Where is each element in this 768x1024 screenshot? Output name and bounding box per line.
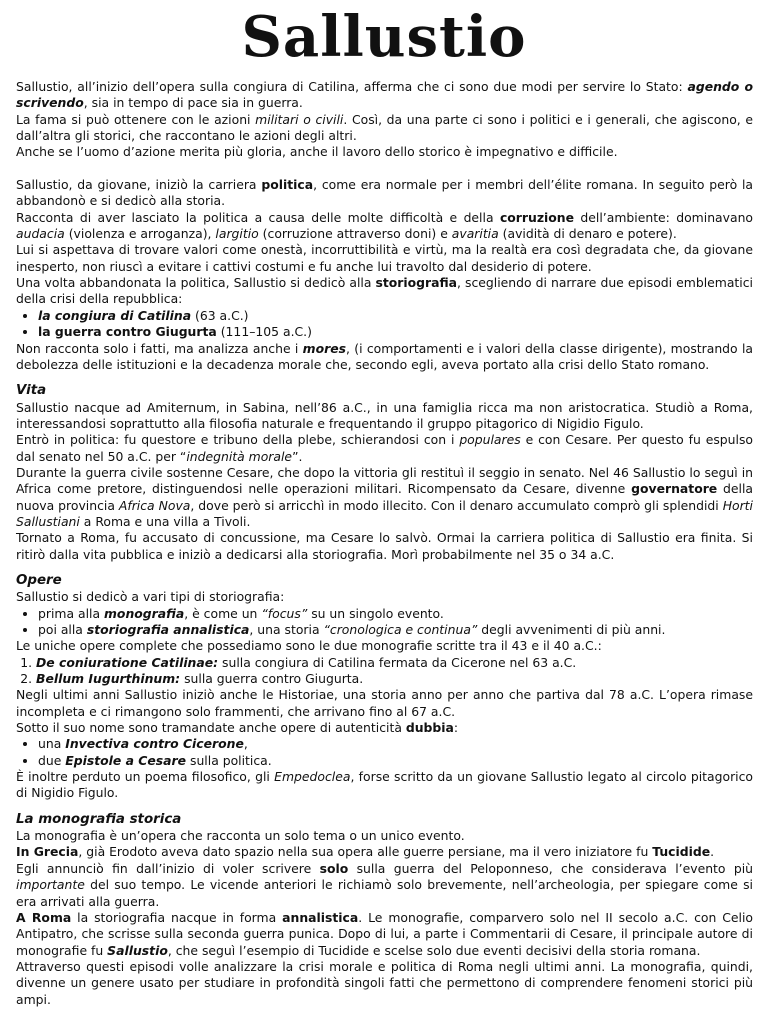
page-title: Sallustio [241, 4, 527, 70]
opere-paragraph-1: Sallustio si dedicò a vari tipi di storiografia: [16, 589, 285, 605]
opere-paragraph-5: È inoltre perduto un poema filosofico, gli Empedoclea, forse scritto da un giovane Sallustio legato al circolo pitagorico di Nigidio Figulo. [16, 769, 754, 801]
spacer [16, 161, 753, 177]
list-item: • poi alla storiografia annalistica, una storia “cronologica e continua” degli avvenimenti di più anni. [38, 622, 753, 638]
historiography-types-list [16, 606, 753, 639]
dubious-works-list [16, 736, 753, 769]
list-item: • prima alla monografia, è come un “focus” su un singolo evento. [38, 606, 753, 622]
monografia-paragraph-4: A Roma la storiografia nacque in forma annalistica. Le monografie, comparvero solo nel II secolo a.C. con Celio Antipatro, che scrisse sulla seconda guerra punica. Dopo di lui, a parte i Commentarii di Cesare, il principale autore di monografie fu Sallustio, che seguì l’esempio di Tucidide e scelse solo due eventi decisivi della storia romana. [16, 909, 754, 958]
monografia-paragraph-3: Egli annunciò fin dall’inizio di voler scrivere solo sulla guerra del Peloponneso, che considerava l’evento più importante del suo tempo. Le vicende anteriori le richiamò solo brevemente, nell’archeologia, per spiegare come si era arrivati alla guerra. [16, 860, 753, 909]
list-item: • la congiura di Catilina (63 a.C.) [38, 308, 753, 324]
list-item: • due Epistole a Cesare sulla politica. [38, 753, 753, 769]
intro-paragraph-4: Sallustio, da giovane, iniziò la carriera politica, come era normale per i membri dell’élite romana. In seguito però la abbandonò e si dedicò alla storia. [16, 177, 753, 209]
document-body [16, 79, 753, 1008]
opere-paragraph-3: Negli ultimi anni Sallustio iniziò anche le Historiae, una storia anno per anno che partiva dal 78 a.C. L’opera rimase incompleta e ci rimangono solo frammenti, che arrivano fino al 67 a.C. [16, 687, 753, 719]
opere-paragraph-2: Le uniche opere complete che possediamo sono le due monografie scritte tra il 43 e il 40 a.C.: [16, 638, 602, 654]
monografia-paragraph-5: Attraverso questi episodi volle analizzare la crisi morale e politica di Roma negli ultimi anni. La monografia, quindi, divenne un genere usato per studiare in profondità singoli fatti che permettono di comprendere fenomeni storici più ampi. [16, 958, 753, 1007]
intro-paragraph-1: Sallustio, all’inizio dell’opera sulla congiura di Catilina, afferma che ci sono due modi per servire lo Stato: agendo o scrivendo, sia in tempo di pace sia in guerra. [16, 79, 753, 111]
intro-paragraph-5: Racconta di aver lasciato la politica a causa delle molte difficoltà e della corruzione dell’ambiente: dominavano audacia (violenza e arroganza), largitio (corruzione attraverso doni) e avaritia (avidità di denaro e potere). [16, 209, 754, 242]
intro-paragraph-6: Lui si aspettava di trovare valori come onestà, incorruttibilità e virtù, ma la realtà era così degradata che, da giovane inesperto, non riuscì a evitare i cattivi costumi e fu anche lui travolto dal desiderio di potere. [16, 242, 753, 274]
list-item: 2. Bellum Iugurthinum: sulla guerra contro Giugurta. [36, 671, 753, 687]
episodes-list [16, 308, 753, 341]
section-heading-monografia: La monografia storica [16, 811, 182, 827]
intro-paragraph-2: La fama si può ottenere con le azioni militari o civili. Così, da una parte ci sono i politici e i generali, che agiscono, e dall’altra gli storici, che raccontano le azioni degli altri. [16, 111, 753, 144]
list-item: 1. De coniuratione Catilinae: sulla congiura di Catilina fermata da Cicerone nel 63 a.C. [36, 655, 753, 671]
monographs-list [16, 655, 753, 688]
vita-paragraph-2: Entrò in politica: fu questore e tribuno della plebe, schierandosi con i populares e con Cesare. Per questo fu espulso dal senato nel 50 a.C. per “indegnità morale”. [16, 432, 753, 464]
section-heading-vita: Vita [16, 383, 47, 399]
vita-paragraph-1: Sallustio nacque ad Amiternum, in Sabina, nell’86 a.C., in una famiglia ricca ma non aristocratica. Studiò a Roma, interessandosi soprattutto alla filosofia naturale e frequentando il gruppo pitagorico di Nigidio Figulo. [16, 399, 753, 431]
monografia-paragraph-1: La monografia è un’opera che racconta un solo tema o un unico evento. [16, 828, 465, 844]
list-item: • la guerra contro Giugurta (111–105 a.C.) [38, 324, 753, 340]
opere-paragraph-4: Sotto il suo nome sono tramandate anche opere di autenticità dubbia: [16, 720, 459, 736]
section-heading-opere: Opere [16, 572, 62, 588]
intro-paragraph-8: Non racconta solo i fatti, ma analizza anche i mores, (i comportamenti e i valori della classe dirigente), mostrando la debolezza delle istituzioni e la decadenza morale che, secondo egli, aveva portato alla crisi dello Stato romano. [16, 340, 753, 372]
intro-paragraph-3: Anche se l’uomo d’azione merita più gloria, anche il lavoro dello storico è impegnativo e difficile. [16, 144, 618, 160]
intro-paragraph-7: Una volta abbandonata la politica, Sallustio si dedicò alla storiografia, scegliendo di narrare due episodi emblematici della crisi della repubblica: [16, 275, 753, 307]
list-item: • una Invectiva contro Cicerone, [38, 736, 753, 752]
vita-paragraph-3: Durante la guerra civile sostenne Cesare, che dopo la vittoria gli restituì il seggio in senato. Nel 46 Sallustio lo seguì in Africa come pretore, distinguendosi nelle operazioni militari. Ricompensato da Cesare, divenne governatore della nuova provincia Africa Nova, dove però si arricchì in modo illecito. Con il denaro accumulato comprò gli splendidi Horti Sallustiani a Roma e una villa a Tivoli. [16, 464, 754, 529]
vita-paragraph-4: Tornato a Roma, fu accusato di concussione, ma Cesare lo salvò. Ormai la carriera politica di Sallustio era finita. Si ritirò dalla vita pubblica e iniziò a dedicarsi alla storiografia. Morì probabilmente nel 35 o 34 a.C. [16, 530, 753, 562]
monografia-paragraph-2: In Grecia, già Erodoto aveva dato spazio nella sua opera alle guerre persiane, ma il vero iniziatore fu Tucidide. [16, 844, 715, 860]
